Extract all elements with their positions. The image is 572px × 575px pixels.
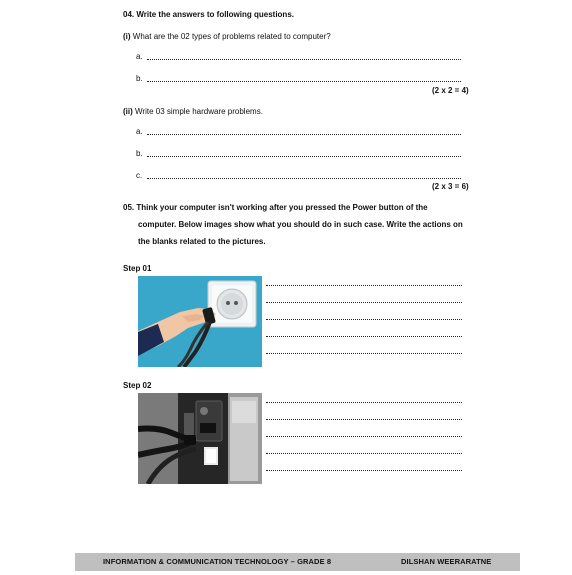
q5-line-2: computer. Below images show what you should do in such case. Write the actions on [138, 220, 463, 229]
step-02-answer-line-3[interactable] [266, 436, 462, 437]
q4-i-marks: (2 x 2 = 4) [432, 86, 469, 95]
step-02-answer-line-4[interactable] [266, 453, 462, 454]
q5-line-3: the blanks related to the pictures. [138, 237, 266, 246]
q4-part-ii-question: Write 03 simple hardware problems. [135, 107, 263, 116]
q4-ii-item-c-label: c. [136, 171, 143, 180]
q4-part-ii [123, 107, 263, 117]
q4-part-i-label: (i) [123, 32, 131, 41]
q5-line-1: 05. Think your computer isn't working after you pressed the Power button of the [123, 203, 428, 212]
step-01-answer-line-2[interactable] [266, 302, 462, 303]
step-02-image [138, 393, 262, 484]
q4-i-item-b-answer-line[interactable] [147, 81, 461, 82]
step-01-answer-line-5[interactable] [266, 353, 462, 354]
q4-i-item-b-label: b. [136, 74, 143, 83]
footer-subject: INFORMATION & COMMUNICATION TECHNOLOGY – GRADE 8 [103, 557, 332, 566]
q4-ii-item-a-label: a. [136, 127, 143, 136]
q4-ii-item-b-answer-line[interactable] [147, 156, 461, 157]
q4-part-i-question: What are the 02 types of problems related to computer? [132, 32, 331, 41]
step-02-answer-line-1[interactable] [266, 402, 462, 403]
q4-part-i [123, 32, 331, 42]
footer-author: DILSHAN WEERARATNE [401, 557, 492, 566]
step-02-answer-line-2[interactable] [266, 419, 462, 420]
step-01-answer-line-1[interactable] [266, 285, 462, 286]
step-01-label: Step 01 [123, 264, 152, 273]
step-01-image [138, 276, 262, 367]
q4-part-ii-label: (ii) [123, 107, 133, 116]
page-footer [75, 553, 520, 571]
q4-i-item-a-answer-line[interactable] [147, 59, 461, 60]
step-02-answer-line-5[interactable] [266, 470, 462, 471]
q4-ii-marks: (2 x 3 = 6) [432, 182, 469, 191]
step-01-answer-line-3[interactable] [266, 319, 462, 320]
q4-ii-item-c-answer-line[interactable] [147, 178, 461, 179]
q4-heading: 04. Write the answers to following questions. [123, 10, 294, 19]
q4-ii-item-b-label: b. [136, 149, 143, 158]
step-02-label: Step 02 [123, 381, 152, 390]
step-01-answer-line-4[interactable] [266, 336, 462, 337]
q4-i-item-a-label: a. [136, 52, 143, 61]
q4-ii-item-a-answer-line[interactable] [147, 134, 461, 135]
